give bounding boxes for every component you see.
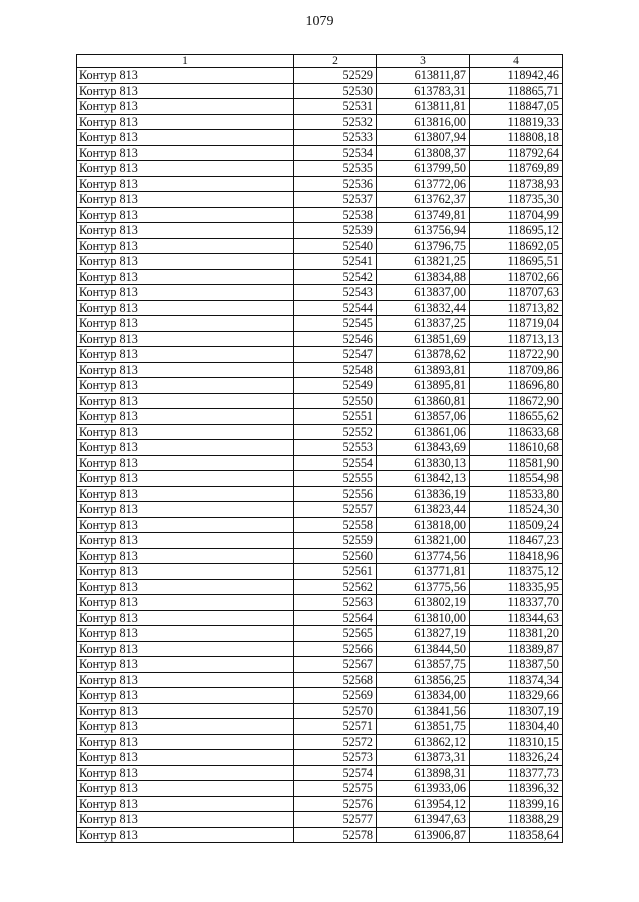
point-number-cell: 52534 [294, 145, 377, 161]
contour-name-cell: Контур 813 [77, 316, 294, 332]
contour-name-cell: Контур 813 [77, 347, 294, 363]
x-coordinate-cell: 613762,37 [377, 192, 470, 208]
x-coordinate-cell: 613856,25 [377, 672, 470, 688]
x-coordinate-cell: 613774,56 [377, 548, 470, 564]
column-header-1: 1 [77, 55, 294, 68]
y-coordinate-cell: 118509,24 [470, 517, 563, 533]
table-row [77, 564, 563, 580]
point-number-cell: 52576 [294, 796, 377, 812]
y-coordinate-cell: 118388,29 [470, 812, 563, 828]
point-number-cell: 52536 [294, 176, 377, 192]
point-number-cell: 52560 [294, 548, 377, 564]
point-number-cell: 52563 [294, 595, 377, 611]
contour-name-cell: Контур 813 [77, 145, 294, 161]
table-row [77, 486, 563, 502]
point-number-cell: 52555 [294, 471, 377, 487]
x-coordinate-cell: 613823,44 [377, 502, 470, 518]
y-coordinate-cell: 118738,93 [470, 176, 563, 192]
point-number-cell: 52565 [294, 626, 377, 642]
table-row [77, 827, 563, 843]
table-row [77, 579, 563, 595]
contour-name-cell: Контур 813 [77, 517, 294, 533]
contour-name-cell: Контур 813 [77, 269, 294, 285]
contour-name-cell: Контур 813 [77, 796, 294, 812]
table-row [77, 719, 563, 735]
y-coordinate-cell: 118865,71 [470, 83, 563, 99]
x-coordinate-cell: 613827,19 [377, 626, 470, 642]
table-row [77, 83, 563, 99]
contour-name-cell: Контур 813 [77, 331, 294, 347]
point-number-cell: 52544 [294, 300, 377, 316]
point-number-cell: 52530 [294, 83, 377, 99]
contour-name-cell: Контур 813 [77, 455, 294, 471]
y-coordinate-cell: 118695,12 [470, 223, 563, 239]
y-coordinate-cell: 118707,63 [470, 285, 563, 301]
table-row [77, 517, 563, 533]
x-coordinate-cell: 613893,81 [377, 362, 470, 378]
x-coordinate-cell: 613906,87 [377, 827, 470, 843]
contour-name-cell: Контур 813 [77, 781, 294, 797]
point-number-cell: 52571 [294, 719, 377, 735]
x-coordinate-cell: 613807,94 [377, 130, 470, 146]
table-row [77, 657, 563, 673]
contour-name-cell: Контур 813 [77, 254, 294, 270]
x-coordinate-cell: 613857,75 [377, 657, 470, 673]
contour-name-cell: Контур 813 [77, 579, 294, 595]
x-coordinate-cell: 613772,06 [377, 176, 470, 192]
contour-name-cell: Контур 813 [77, 595, 294, 611]
table-row [77, 68, 563, 84]
y-coordinate-cell: 118533,80 [470, 486, 563, 502]
y-coordinate-cell: 118329,66 [470, 688, 563, 704]
x-coordinate-cell: 613816,00 [377, 114, 470, 130]
table-row [77, 781, 563, 797]
x-coordinate-cell: 613851,69 [377, 331, 470, 347]
point-number-cell: 52556 [294, 486, 377, 502]
x-coordinate-cell: 613862,12 [377, 734, 470, 750]
point-number-cell: 52541 [294, 254, 377, 270]
contour-name-cell: Контур 813 [77, 378, 294, 394]
table-row [77, 424, 563, 440]
table-row [77, 796, 563, 812]
table-row [77, 672, 563, 688]
y-coordinate-cell: 118722,90 [470, 347, 563, 363]
point-number-cell: 52550 [294, 393, 377, 409]
y-coordinate-cell: 118307,19 [470, 703, 563, 719]
y-coordinate-cell: 118695,51 [470, 254, 563, 270]
x-coordinate-cell: 613796,75 [377, 238, 470, 254]
x-coordinate-cell: 613860,81 [377, 393, 470, 409]
point-number-cell: 52539 [294, 223, 377, 239]
point-number-cell: 52540 [294, 238, 377, 254]
table-body [77, 68, 563, 843]
x-coordinate-cell: 613811,81 [377, 99, 470, 115]
contour-name-cell: Контур 813 [77, 362, 294, 378]
point-number-cell: 52562 [294, 579, 377, 595]
y-coordinate-cell: 118847,05 [470, 99, 563, 115]
contour-name-cell: Контур 813 [77, 176, 294, 192]
contour-name-cell: Контур 813 [77, 626, 294, 642]
contour-name-cell: Контур 813 [77, 719, 294, 735]
y-coordinate-cell: 118304,40 [470, 719, 563, 735]
contour-name-cell: Контур 813 [77, 548, 294, 564]
x-coordinate-cell: 613818,00 [377, 517, 470, 533]
y-coordinate-cell: 118735,30 [470, 192, 563, 208]
contour-name-cell: Контур 813 [77, 688, 294, 704]
y-coordinate-cell: 118310,15 [470, 734, 563, 750]
x-coordinate-cell: 613799,50 [377, 161, 470, 177]
coordinates-table [76, 54, 563, 843]
point-number-cell: 52559 [294, 533, 377, 549]
x-coordinate-cell: 613830,13 [377, 455, 470, 471]
table-row [77, 610, 563, 626]
table-row [77, 207, 563, 223]
point-number-cell: 52574 [294, 765, 377, 781]
y-coordinate-cell: 118704,99 [470, 207, 563, 223]
x-coordinate-cell: 613954,12 [377, 796, 470, 812]
table-row [77, 595, 563, 611]
point-number-cell: 52575 [294, 781, 377, 797]
x-coordinate-cell: 613844,50 [377, 641, 470, 657]
point-number-cell: 52568 [294, 672, 377, 688]
y-coordinate-cell: 118713,82 [470, 300, 563, 316]
x-coordinate-cell: 613851,75 [377, 719, 470, 735]
y-coordinate-cell: 118381,20 [470, 626, 563, 642]
table-row [77, 347, 563, 363]
point-number-cell: 52533 [294, 130, 377, 146]
contour-name-cell: Контур 813 [77, 765, 294, 781]
point-number-cell: 52578 [294, 827, 377, 843]
point-number-cell: 52543 [294, 285, 377, 301]
point-number-cell: 52545 [294, 316, 377, 332]
y-coordinate-cell: 118769,89 [470, 161, 563, 177]
contour-name-cell: Контур 813 [77, 812, 294, 828]
table-row [77, 455, 563, 471]
y-coordinate-cell: 118610,68 [470, 440, 563, 456]
contour-name-cell: Контур 813 [77, 486, 294, 502]
y-coordinate-cell: 118581,90 [470, 455, 563, 471]
table-row [77, 393, 563, 409]
contour-name-cell: Контур 813 [77, 99, 294, 115]
table-row [77, 502, 563, 518]
column-header-2: 2 [294, 55, 377, 68]
contour-name-cell: Контур 813 [77, 161, 294, 177]
y-coordinate-cell: 118358,64 [470, 827, 563, 843]
x-coordinate-cell: 613857,06 [377, 409, 470, 425]
point-number-cell: 52554 [294, 455, 377, 471]
y-coordinate-cell: 118554,98 [470, 471, 563, 487]
point-number-cell: 52551 [294, 409, 377, 425]
contour-name-cell: Контур 813 [77, 502, 294, 518]
x-coordinate-cell: 613837,25 [377, 316, 470, 332]
point-number-cell: 52549 [294, 378, 377, 394]
point-number-cell: 52548 [294, 362, 377, 378]
table-row [77, 378, 563, 394]
x-coordinate-cell: 613878,62 [377, 347, 470, 363]
contour-name-cell: Контур 813 [77, 750, 294, 766]
x-coordinate-cell: 613841,56 [377, 703, 470, 719]
contour-name-cell: Контур 813 [77, 734, 294, 750]
table-row [77, 688, 563, 704]
contour-name-cell: Контур 813 [77, 827, 294, 843]
table-row [77, 99, 563, 115]
y-coordinate-cell: 118692,05 [470, 238, 563, 254]
point-number-cell: 52531 [294, 99, 377, 115]
table-row [77, 626, 563, 642]
y-coordinate-cell: 118792,64 [470, 145, 563, 161]
x-coordinate-cell: 613775,56 [377, 579, 470, 595]
contour-name-cell: Контур 813 [77, 223, 294, 239]
y-coordinate-cell: 118672,90 [470, 393, 563, 409]
x-coordinate-cell: 613821,25 [377, 254, 470, 270]
y-coordinate-cell: 118399,16 [470, 796, 563, 812]
x-coordinate-cell: 613783,31 [377, 83, 470, 99]
contour-name-cell: Контур 813 [77, 424, 294, 440]
table-row [77, 765, 563, 781]
x-coordinate-cell: 613895,81 [377, 378, 470, 394]
point-number-cell: 52557 [294, 502, 377, 518]
x-coordinate-cell: 613808,37 [377, 145, 470, 161]
point-number-cell: 52573 [294, 750, 377, 766]
y-coordinate-cell: 118808,18 [470, 130, 563, 146]
contour-name-cell: Контур 813 [77, 238, 294, 254]
x-coordinate-cell: 613834,88 [377, 269, 470, 285]
point-number-cell: 52566 [294, 641, 377, 657]
x-coordinate-cell: 613821,00 [377, 533, 470, 549]
y-coordinate-cell: 118819,33 [470, 114, 563, 130]
contour-name-cell: Контур 813 [77, 130, 294, 146]
contour-name-cell: Контур 813 [77, 471, 294, 487]
table-row [77, 238, 563, 254]
table-row [77, 285, 563, 301]
x-coordinate-cell: 613843,69 [377, 440, 470, 456]
table-row [77, 331, 563, 347]
point-number-cell: 52567 [294, 657, 377, 673]
contour-name-cell: Контур 813 [77, 83, 294, 99]
table-row [77, 548, 563, 564]
table-row [77, 114, 563, 130]
contour-name-cell: Контур 813 [77, 564, 294, 580]
contour-name-cell: Контур 813 [77, 68, 294, 84]
contour-name-cell: Контур 813 [77, 393, 294, 409]
x-coordinate-cell: 613811,87 [377, 68, 470, 84]
y-coordinate-cell: 118337,70 [470, 595, 563, 611]
x-coordinate-cell: 613861,06 [377, 424, 470, 440]
x-coordinate-cell: 613810,00 [377, 610, 470, 626]
contour-name-cell: Контур 813 [77, 440, 294, 456]
point-number-cell: 52561 [294, 564, 377, 580]
table-row [77, 145, 563, 161]
point-number-cell: 52547 [294, 347, 377, 363]
y-coordinate-cell: 118467,23 [470, 533, 563, 549]
x-coordinate-cell: 613836,19 [377, 486, 470, 502]
point-number-cell: 52532 [294, 114, 377, 130]
point-number-cell: 52552 [294, 424, 377, 440]
point-number-cell: 52564 [294, 610, 377, 626]
table-row [77, 161, 563, 177]
y-coordinate-cell: 118374,34 [470, 672, 563, 688]
table-row [77, 734, 563, 750]
y-coordinate-cell: 118396,32 [470, 781, 563, 797]
table-row [77, 176, 563, 192]
point-number-cell: 52542 [294, 269, 377, 285]
y-coordinate-cell: 118344,63 [470, 610, 563, 626]
point-number-cell: 52529 [294, 68, 377, 84]
x-coordinate-cell: 613756,94 [377, 223, 470, 239]
y-coordinate-cell: 118377,73 [470, 765, 563, 781]
contour-name-cell: Контур 813 [77, 703, 294, 719]
table-row [77, 641, 563, 657]
x-coordinate-cell: 613898,31 [377, 765, 470, 781]
x-coordinate-cell: 613834,00 [377, 688, 470, 704]
contour-name-cell: Контур 813 [77, 285, 294, 301]
contour-name-cell: Контур 813 [77, 533, 294, 549]
y-coordinate-cell: 118326,24 [470, 750, 563, 766]
y-coordinate-cell: 118335,95 [470, 579, 563, 595]
y-coordinate-cell: 118655,62 [470, 409, 563, 425]
y-coordinate-cell: 118418,96 [470, 548, 563, 564]
table-row [77, 812, 563, 828]
y-coordinate-cell: 118713,13 [470, 331, 563, 347]
table-row [77, 750, 563, 766]
x-coordinate-cell: 613802,19 [377, 595, 470, 611]
x-coordinate-cell: 613832,44 [377, 300, 470, 316]
table-row [77, 223, 563, 239]
table-row [77, 409, 563, 425]
table-header-row [77, 55, 563, 68]
contour-name-cell: Контур 813 [77, 610, 294, 626]
table-row [77, 130, 563, 146]
y-coordinate-cell: 118524,30 [470, 502, 563, 518]
contour-name-cell: Контур 813 [77, 672, 294, 688]
point-number-cell: 52570 [294, 703, 377, 719]
point-number-cell: 52535 [294, 161, 377, 177]
x-coordinate-cell: 613842,13 [377, 471, 470, 487]
table-row [77, 316, 563, 332]
x-coordinate-cell: 613873,31 [377, 750, 470, 766]
point-number-cell: 52538 [294, 207, 377, 223]
point-number-cell: 52577 [294, 812, 377, 828]
table-row [77, 192, 563, 208]
contour-name-cell: Контур 813 [77, 657, 294, 673]
table-row [77, 300, 563, 316]
y-coordinate-cell: 118942,46 [470, 68, 563, 84]
point-number-cell: 52553 [294, 440, 377, 456]
contour-name-cell: Контур 813 [77, 641, 294, 657]
column-header-3: 3 [377, 55, 470, 68]
point-number-cell: 52569 [294, 688, 377, 704]
contour-name-cell: Контур 813 [77, 192, 294, 208]
contour-name-cell: Контур 813 [77, 300, 294, 316]
point-number-cell: 52546 [294, 331, 377, 347]
y-coordinate-cell: 118719,04 [470, 316, 563, 332]
x-coordinate-cell: 613749,81 [377, 207, 470, 223]
table-row [77, 254, 563, 270]
column-header-4: 4 [470, 55, 563, 68]
y-coordinate-cell: 118389,87 [470, 641, 563, 657]
x-coordinate-cell: 613837,00 [377, 285, 470, 301]
table-row [77, 703, 563, 719]
y-coordinate-cell: 118696,80 [470, 378, 563, 394]
x-coordinate-cell: 613771,81 [377, 564, 470, 580]
table-row [77, 269, 563, 285]
y-coordinate-cell: 118387,50 [470, 657, 563, 673]
point-number-cell: 52537 [294, 192, 377, 208]
contour-name-cell: Контур 813 [77, 114, 294, 130]
contour-name-cell: Контур 813 [77, 207, 294, 223]
y-coordinate-cell: 118709,86 [470, 362, 563, 378]
table-row [77, 471, 563, 487]
point-number-cell: 52558 [294, 517, 377, 533]
contour-name-cell: Контур 813 [77, 409, 294, 425]
y-coordinate-cell: 118633,68 [470, 424, 563, 440]
y-coordinate-cell: 118375,12 [470, 564, 563, 580]
table-row [77, 362, 563, 378]
y-coordinate-cell: 118702,66 [470, 269, 563, 285]
table-row [77, 533, 563, 549]
x-coordinate-cell: 613947,63 [377, 812, 470, 828]
x-coordinate-cell: 613933,06 [377, 781, 470, 797]
point-number-cell: 52572 [294, 734, 377, 750]
table-row [77, 440, 563, 456]
page-number: 1079 [305, 14, 334, 29]
